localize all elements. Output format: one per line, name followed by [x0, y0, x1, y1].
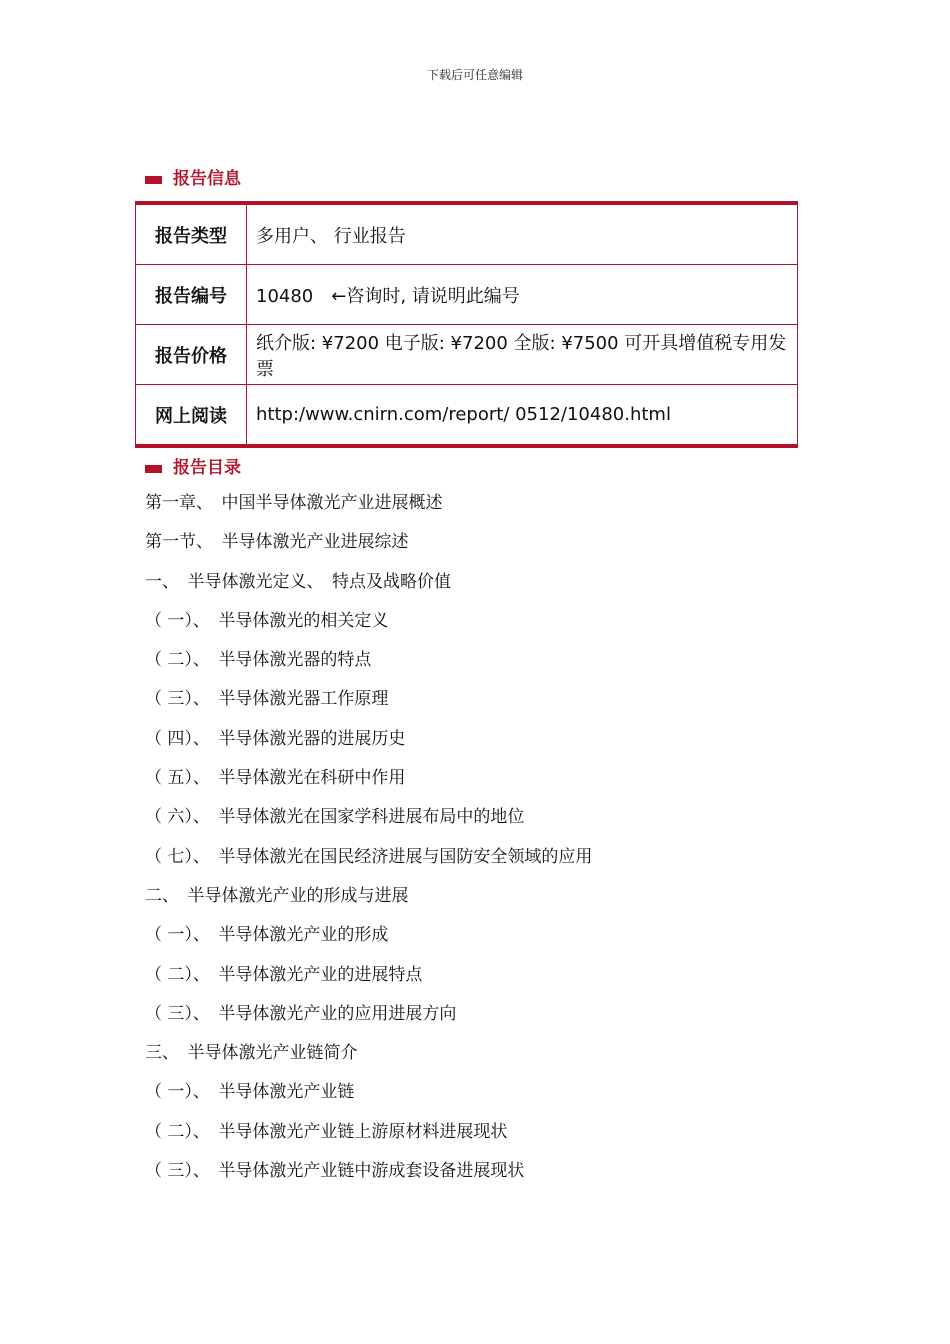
section-title-text: 报告信息: [173, 169, 241, 189]
toc-item: （ 六）、 半导体激光在国家学科进展布局中的地位: [145, 807, 525, 828]
toc-item: （ 一）、 半导体激光的相关定义: [145, 610, 389, 631]
toc-item: （ 五）、 半导体激光在科研中作用: [145, 768, 406, 789]
info-value: 多用户、 行业报告: [247, 203, 798, 265]
table-of-contents: [145, 488, 825, 1195]
toc-item: （ 三）、 半导体激光器工作原理: [145, 689, 389, 710]
table-row: [136, 203, 798, 265]
report-info-table: [135, 201, 798, 448]
section-marker-icon: [145, 465, 162, 473]
info-value: 10480 ←咨询时, 请说明此编号: [247, 265, 798, 325]
info-value: 纸介版: ¥7200 电子版: ¥7200 全版: ¥7500 可开具增值税专用发票: [247, 325, 798, 385]
section-title-text: 报告目录: [173, 458, 241, 478]
report-url-link[interactable]: http:/www.cnirn.com/report/ 0512/10480.html: [247, 385, 798, 447]
page-header-note: 下载后可任意编辑: [426, 68, 523, 82]
toc-item: 一、 半导体激光定义、 特点及战略价值: [145, 571, 451, 592]
info-key: 网上阅读: [136, 385, 247, 447]
toc-item: 第一节、 半导体激光产业进展综述: [145, 532, 409, 553]
table-row: [136, 325, 798, 385]
info-key: 报告价格: [136, 325, 247, 385]
toc-item: （ 七）、 半导体激光在国民经济进展与国防安全领域的应用: [145, 846, 593, 867]
toc-item: 三、 半导体激光产业链简介: [145, 1043, 358, 1064]
info-key: 报告编号: [136, 265, 247, 325]
toc-item: （ 四）、 半导体激光器的进展历史: [145, 728, 406, 749]
toc-item: （ 一）、 半导体激光产业链: [145, 1082, 355, 1103]
info-key: 报告类型: [136, 203, 247, 265]
toc-item: （ 三）、 半导体激光产业链中游成套设备进展现状: [145, 1161, 525, 1182]
section-title-report-info: [145, 164, 241, 189]
toc-item: （ 二）、 半导体激光产业链上游原材料进展现状: [145, 1121, 508, 1142]
toc-item: （ 一）、 半导体激光产业的形成: [145, 925, 389, 946]
toc-item: （ 二）、 半导体激光产业的进展特点: [145, 964, 423, 985]
table-row: [136, 385, 798, 447]
toc-item: 二、 半导体激光产业的形成与进展: [145, 885, 409, 906]
toc-item: （ 三）、 半导体激光产业的应用进展方向: [145, 1003, 457, 1024]
toc-item: （ 二）、 半导体激光器的特点: [145, 650, 372, 671]
section-title-report-toc: [145, 453, 241, 478]
table-row: [136, 265, 798, 325]
section-marker-icon: [145, 176, 162, 184]
toc-item: 第一章、 中国半导体激光产业进展概述: [145, 493, 443, 513]
